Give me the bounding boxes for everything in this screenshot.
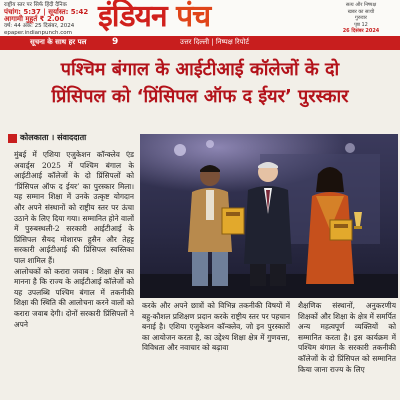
award-photo [140, 134, 398, 298]
masthead-tagline: राष्ट्रीय स्तर पर सिर्फ हिंदी दैनिक [4, 2, 67, 8]
masthead-right-line1: सत्य और निष्पक्ष [345, 2, 377, 8]
award-plaque-left [222, 208, 244, 234]
masthead-website: epaper.indianpunch.com [4, 30, 72, 36]
article-paragraph: मुंबई में एशिया एजुकेशन कॉन्क्लेव एंड अवार्ड्स 2025 में पश्चिम बंगाल के आईटीआई कॉलेजों के दो प्रिंसिपलों को ‘प्रिंसिपल ऑफ द ईयर’ का पुरस्कार मिला। यह सम्मान शिक्षा में उनके उत्कृष्ट योगदान और अपने संस्थानों को राष्ट्रीय स्तर पर ऊंचा उठाने के लिए दिया गया। सम्मानित होने वालों में पुरुबस्थली-2 सरकारी आईटीआई के प्रिंसिपल सैयद मोशारफ हुसैन और तेहट्ट सरकारी आईटीआई की प्रिंसिपल स्वस्तिका पाल शामिल हैं। [14, 150, 134, 265]
award-photo-illustration [140, 134, 398, 298]
masthead [0, 0, 400, 36]
masthead-right-line4: पृष्ठ 12 [354, 21, 368, 28]
section-strip [0, 36, 400, 50]
masthead-date: 26 दिसंबर 2024 [342, 28, 380, 34]
byline-marker [8, 134, 17, 143]
article-paragraph: आलोचकों को करारा जवाब : शिक्षा क्षेत्र का मानना है कि राज्य के आईटीआई कॉलेजों को यह उपलब्धि पश्चिम बंगाल में तकनीकी शिक्षा की स्थिति की आलोचना करने वालों को करारा जवाब देगी। दोनों सरकारी प्रिंसिपलों ने अपने [14, 266, 134, 329]
masthead-right-line2: खबर का साथी [347, 8, 375, 15]
logo-part-1: इंडियन [98, 0, 167, 34]
page-number: 9 [112, 37, 119, 47]
article-headline [6, 56, 394, 110]
article-paragraph: शैक्षणिक संस्थानों, अनुकरणीय शिक्षकों और शिक्षा के क्षेत्र में समर्पित अन्य महत्वपूर्ण व्यक्तियों को सम्मानित करता है। इस कार्यक्रम में पश्चिम बंगाल के सरकारी तकनीकी कॉलेजों के दो प्रिंसिपल को सम्मानित किया जाना राज्य के लिए [298, 301, 396, 374]
masthead-info-left [4, 2, 96, 37]
award-plaque-right [330, 220, 352, 240]
strip-section: उत्तर दिल्ली | निष्पक्ष रिपोर्ट [180, 38, 249, 46]
masthead-right-line3: गुरुवार [355, 15, 367, 21]
article-column-left [14, 150, 134, 400]
strip-tagline: सूचना के साथ हर पल [30, 38, 87, 46]
headline-line-1: पश्चिम बंगाल के आईटीआई कॉलेजों के दो [60, 59, 340, 80]
byline: कोलकाता । संवाददाता [20, 133, 87, 142]
masthead-panchang: पंचांग: 5:37 | सूर्यास्त: 5:42 [4, 8, 89, 16]
masthead-info-right [326, 2, 396, 35]
article-paragraph: करके और अपने छात्रों को विभिन्न तकनीकी विषयों में बहु-कौशल प्रशिक्षण प्रदान करके राष्ट्रीय स्तर पर पहचान बनाई है। एशिया एजुकेशन कॉन्क्लेव, जो इन पुरस्कारों का आयोजन करता है, का उद्देश्य शिक्षा क्षेत्र में गुणवत्ता, विविधता और नवाचार को बढ़ावा [142, 301, 290, 353]
newspaper-logo [98, 0, 210, 34]
logo-part-2: पंच [176, 0, 211, 34]
masthead-price: आगामी मुहूर्त ₹ 2.00 [4, 15, 65, 23]
article-column-middle [142, 301, 290, 400]
article-column-right [298, 301, 396, 400]
masthead-issue: वर्ष: 44 अंक: 25 दिसंबर, 2024 [4, 23, 75, 29]
headline-line-2: प्रिंसिपल को ‘प्रिंसिपल ऑफ द ईयर’ पुरस्कार [51, 86, 349, 107]
